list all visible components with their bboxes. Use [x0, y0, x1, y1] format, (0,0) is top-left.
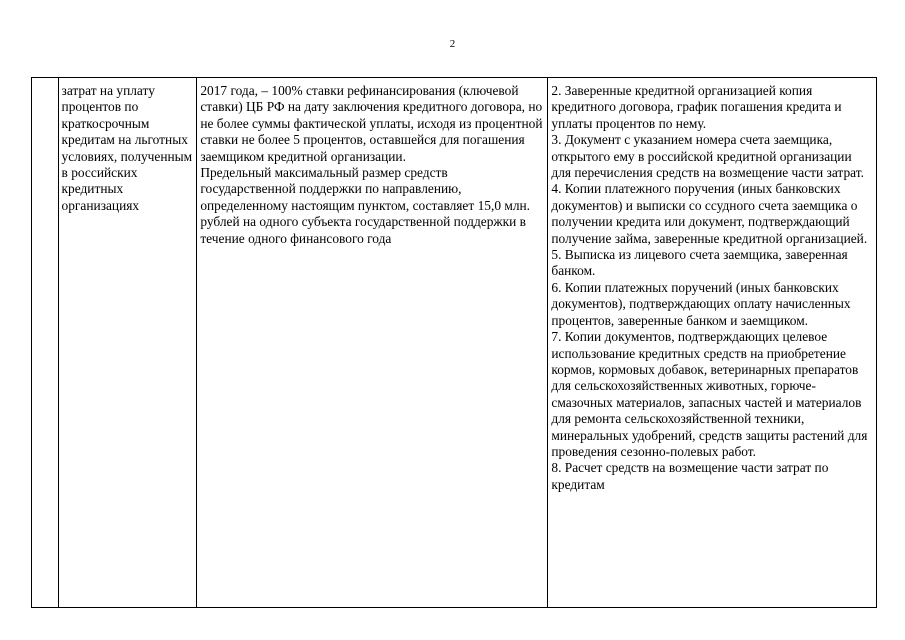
document-list-item: 3. Документ с указанием номера счета заемщика, открытого ему в российской кредитной организации для перечисления средств на возмещение части затрат.	[551, 132, 864, 181]
expense-type-text: затрат на уплату процентов по краткосрочным кредитам на льготных условиях, полученным в российских кредитных организациях	[61, 83, 193, 213]
document-list-item: 2. Заверенные кредитной организацией копия кредитного договора, график погашения кредита и уплаты процентов по нему.	[551, 83, 842, 131]
conditions-paragraph: 2017 года, – 100% ставки рефинансирования (ключевой ставки) ЦБ РФ на дату заключения кредитного договора, но не более суммы фактической уплаты, исходя из процентной ставки не более 5 процентов, оставшейся для погашения заемщиком кредитной организации.	[200, 83, 543, 164]
page-number: 2	[449, 38, 456, 50]
table-cell-documents	[548, 78, 877, 608]
document-list-item: 7. Копии документов, подтверждающих целевое использование кредитных средств на приобретение кормов, кормовых добавок, ветеринарных препаратов для сельскохозяйственных животных, горюче-смазочных материалов, запасных частей и материалов для ремонта сельскохозяйственной техники, минеральных удобрений, средств защиты растений для проведения сезонно-полевых работ.	[551, 329, 868, 459]
document-list-item: 8. Расчет средств на возмещение части затрат по кредитам	[551, 460, 829, 492]
table-cell-expense-type	[58, 78, 197, 608]
table-row	[32, 78, 877, 608]
document-list-item: 5. Выписка из лицевого счета заемщика, заверенная банком.	[551, 247, 848, 279]
table-cell-index	[32, 78, 59, 608]
document-list-item: 4. Копии платежного поручения (иных банковских документов) и выписки со ссудного счета заемщика о получении кредита или документ, подтверждающий получение займа, заверенные кредитной организацией.	[551, 181, 868, 246]
document-table	[31, 77, 877, 608]
document-list-item: 6. Копии платежных поручений (иных банковских документов), подтверждающих оплату начисленных процентов, заверенные банком и заемщиком.	[551, 279, 851, 328]
table-cell-conditions	[197, 78, 548, 608]
conditions-paragraph: Предельный максимальный размер средств государственной поддержки по направлению, определенному настоящим пунктом, составляет 15,0 млн. рублей на одного субъекта государственной поддержки в течение одного финансового года	[200, 165, 531, 246]
